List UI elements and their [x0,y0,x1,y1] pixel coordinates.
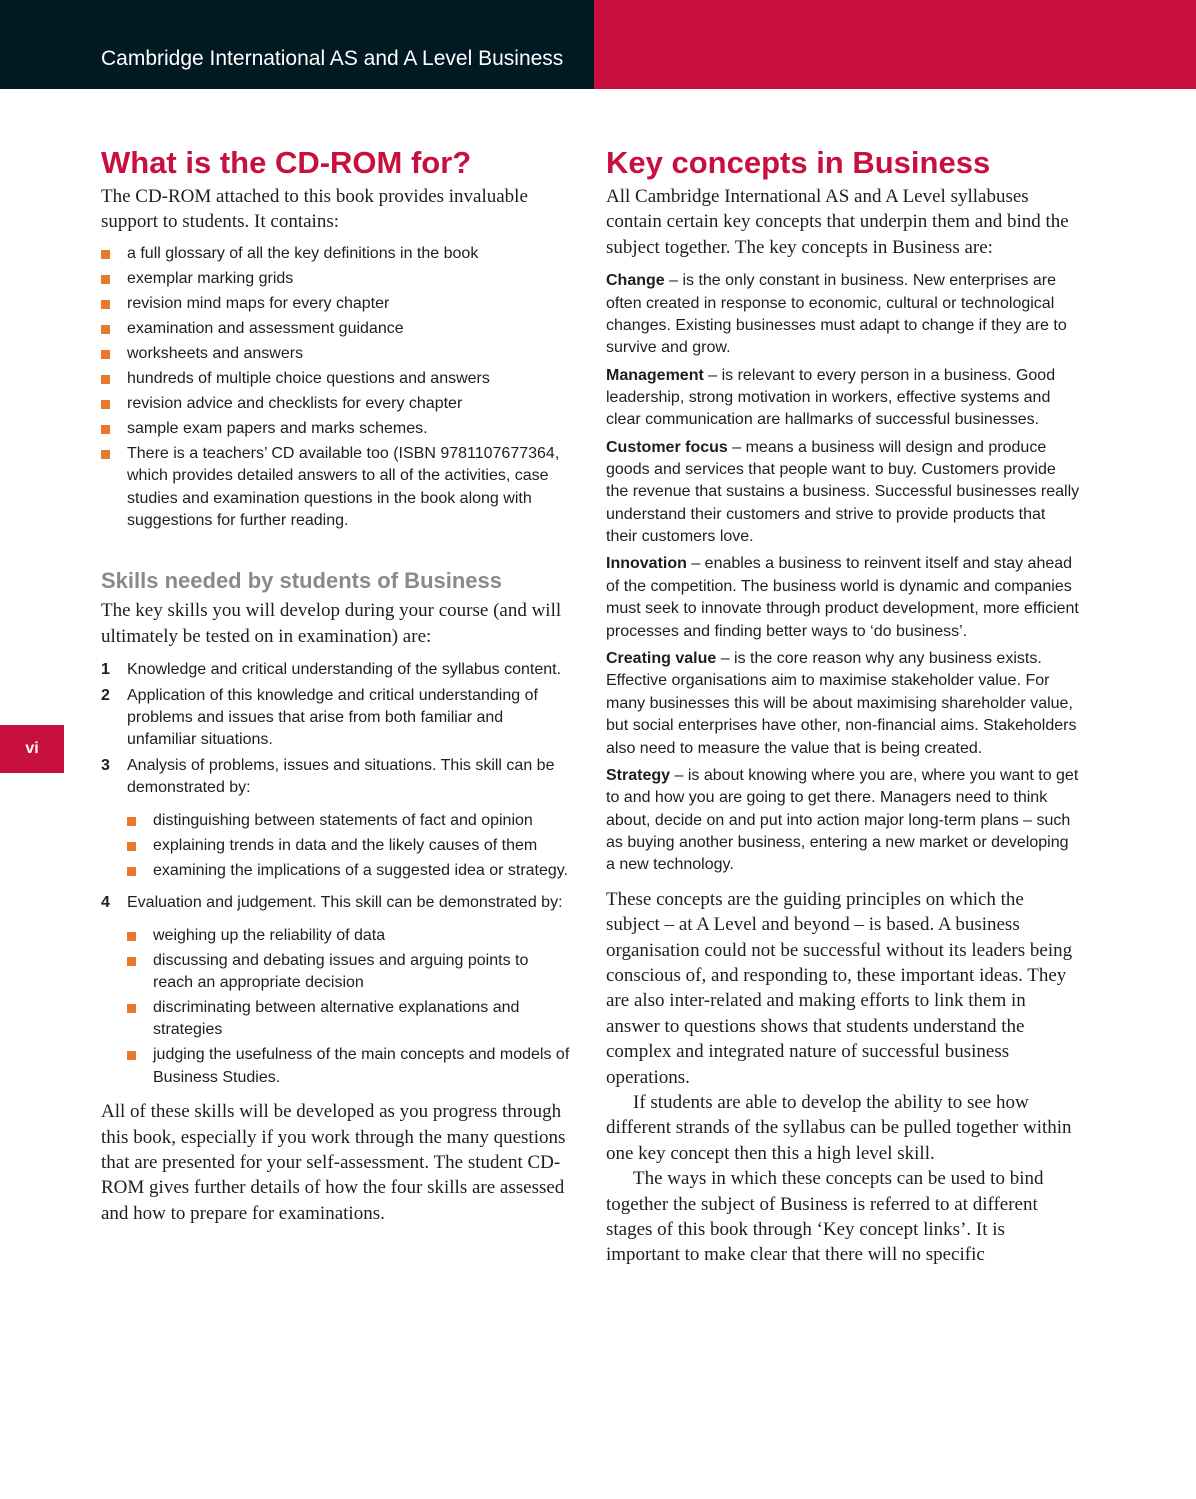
key-concept-term: Management [606,366,704,384]
key-concepts-intro: All Cambridge International AS and A Level syllabuses contain certain key concepts that underpin them and bind the subject together. The key concepts in Business are: [606,186,1069,258]
key-concept-description: – enables a business to reinvent itself and stay ahead of the competition. The business world is dynamic and companies must seek to innovate through product development, more efficient processes and finding better ways to ‘do business’. [606,555,1079,640]
key-concept-definition [606,270,1080,360]
skills-intro: The key skills you will develop during your course (and will ultimately be tested on in examination) are: [101,600,562,647]
key-concepts-heading: Key concepts in Business [606,145,991,180]
key-concept-links-paragraph: The ways in which these concepts can be used to bind together the subject of Business is referred to at different stages of this book through ‘Key concept links’. It is important to make clear that there will no specific [606,1168,1044,1266]
high-level-skill-paragraph: If students are able to develop the ability to see how different strands of the syllabus can be pulled together within one key concept then this a high level skill. [606,1092,1072,1164]
key-concept-description: – is the core reason why any business exists. Effective organisations aim to maximise stakeholder value. For many businesses this will be about maximising shareholder value, but social enterprises have other, non-financial aims. Stakeholders also need to measure the value that is being created. [606,649,1077,757]
key-concept-description: – is about knowing where you are, where you want to get to and how you are going to get there. Managers need to think about, decide on and put into action major long-term plans – such as buying another business, entering a new market or developing a new technology. [606,766,1079,874]
cd-rom-contents-list [101,243,571,533]
skill-item [101,892,571,1089]
cd-rom-content-item: exemplar marking grids [101,268,571,290]
skill-demonstration-item: judging the usefulness of the main concepts and models of Business Studies. [127,1044,571,1089]
skill-demonstration-item: explaining trends in data and the likely causes of them [127,835,571,857]
cd-rom-content-item: There is a teachers’ CD available too (ISBN 9781107677364, which provides detailed answers to all of the activities, case studies and examination questions in the book along with suggestions for further reading. [101,443,571,533]
skills-closing-paragraph: All of these skills will be developed as you progress through this book, especially if you work through the many questions that are presented for your self-assessment. The student CD-ROM gives further details of how the four skills are assessed and how to prepare for examinations. [101,1101,566,1224]
skill-demonstration-item: discussing and debating issues and arguing points to reach an appropriate decision [127,950,571,995]
key-concept-term: Innovation [606,555,687,573]
cd-rom-content-item: worksheets and answers [101,343,571,365]
cd-rom-content-item: a full glossary of all the key definitions in the book [101,243,571,265]
key-concept-term: Strategy [606,766,671,784]
header-accent-band [594,0,1196,89]
key-concept-definition [606,765,1080,877]
left-column [101,144,571,1226]
skill-item [101,755,571,882]
key-concept-definition [606,437,1080,549]
skills-list [101,659,571,1089]
key-concept-term: Change [606,272,665,290]
key-concept-definition [606,648,1080,760]
key-concept-description: – is the only constant in business. New enterprises are often created in response to economic, cultural or technological changes. Existing businesses must adapt to change if they are to survive and grow. [606,272,1067,357]
skill-text: Application of this knowledge and critical understanding of problems and issues that arise from both familiar and unfamiliar situations. [127,686,538,749]
key-concept-term: Creating value [606,649,717,667]
page-number-tab [0,725,64,773]
cd-rom-intro: The CD-ROM attached to this book provides invaluable support to students. It contains: [101,186,528,233]
page-number: vi [25,740,39,757]
skill-demonstration-list [127,925,571,1090]
skill-text: Evaluation and judgement. This skill can be demonstrated by: [127,894,563,912]
key-concept-definition [606,365,1080,432]
cd-rom-content-item: hundreds of multiple choice questions and answers [101,368,571,390]
skill-text: Knowledge and critical understanding of the syllabus content. [127,661,562,679]
skill-number: 3 [101,756,110,774]
cd-rom-content-item: revision advice and checklists for every chapter [101,393,571,415]
skill-number: 4 [101,894,110,912]
cd-rom-content-item: revision mind maps for every chapter [101,293,571,315]
key-concepts-list [606,270,1080,877]
key-concept-description: – is relevant to every person in a business. Good leadership, strong motivation in workers, effective systems and clear communication are hallmarks of successful businesses. [606,366,1056,429]
skill-demonstration-item: distinguishing between statements of fact and opinion [127,810,571,832]
skill-text: Analysis of problems, issues and situations. This skill can be demonstrated by: [127,756,555,797]
skill-demonstration-item: weighing up the reliability of data [127,925,571,947]
skills-heading: Skills needed by students of Business [101,568,502,594]
key-concept-definition [606,553,1080,643]
cd-rom-content-item: examination and assessment guidance [101,318,571,340]
key-concept-description: – means a business will design and produce goods and services that people want to buy. Customers provide the revenue that sustains a business. Successful businesses really understand their customers and strive to provide products that their customers love. [606,438,1080,546]
skill-item [101,685,571,752]
skill-demonstration-item: examining the implications of a suggested idea or strategy. [127,860,571,882]
right-column [606,144,1080,1268]
skill-demonstration-item: discriminating between alternative explanations and strategies [127,997,571,1042]
cd-rom-content-item: sample exam papers and marks schemes. [101,418,571,440]
key-concept-term: Customer focus [606,438,728,456]
skill-number: 1 [101,661,110,679]
skill-demonstration-list [127,810,571,882]
book-title: Cambridge International AS and A Level Business [101,47,564,70]
guiding-principles-paragraph: These concepts are the guiding principles on which the subject – at A Level and beyond – is based. A business organisation could not be successful without its leaders being conscious of, and responding to, these important ideas. They are also inter-related and making efforts to link them in answer to questions shows that students understand the complex and integrated nature of successful business operations. [606,888,1073,1088]
skill-item [101,659,571,681]
skill-number: 2 [101,686,110,704]
cd-rom-heading: What is the CD-ROM for? [101,145,472,180]
